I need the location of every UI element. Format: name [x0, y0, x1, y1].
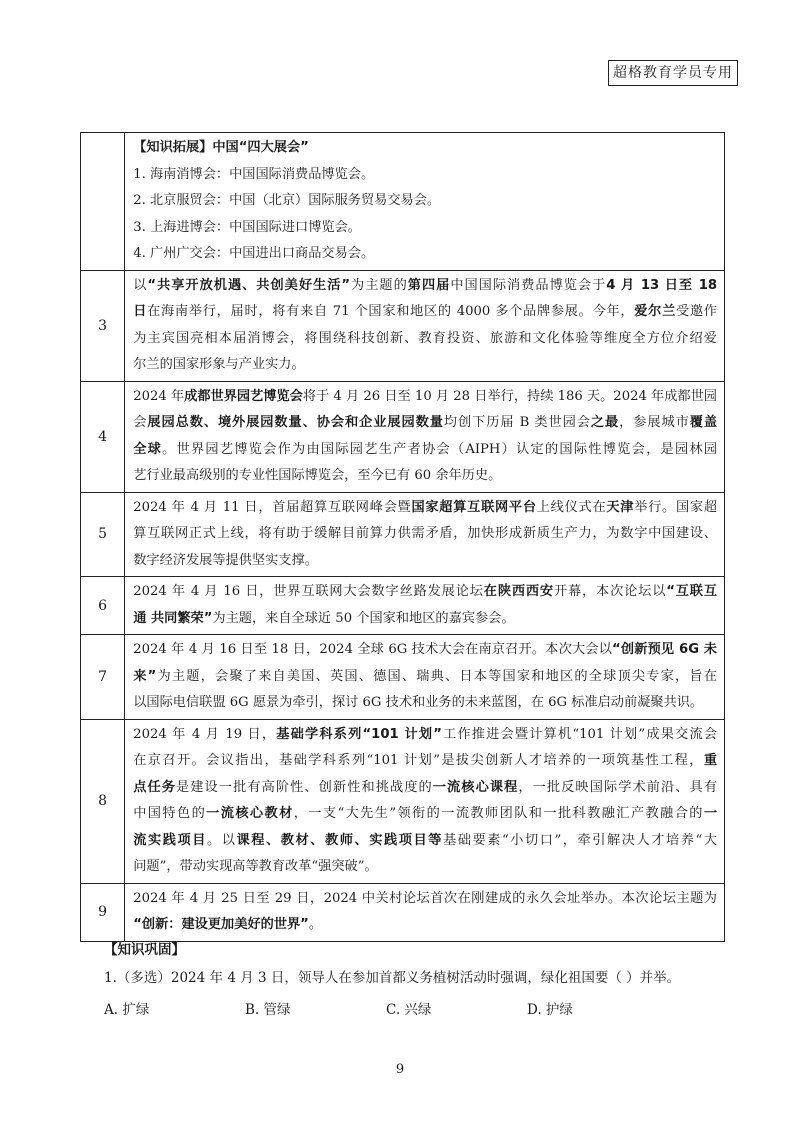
- text-line: [133, 854, 717, 881]
- extension-item: 1. 海南消博会：中国国际消费品博览会。: [133, 166, 375, 182]
- body-text: 中国特色的: [133, 806, 207, 821]
- body-text: 尔兰的国家形象与产业实力。: [133, 357, 305, 372]
- row-number: 6: [81, 577, 125, 635]
- body-text: 会: [133, 415, 148, 430]
- news-text: [125, 577, 725, 635]
- table-row: [81, 381, 725, 492]
- emphasis-text: 天津: [606, 499, 635, 515]
- table-row: [81, 635, 725, 720]
- table-row: [81, 719, 725, 883]
- text-line: [133, 775, 717, 802]
- body-text: 中国国际消费品博览会于: [450, 277, 607, 293]
- body-text: 均创下历届 B 类世园会: [443, 415, 591, 430]
- question-text: 1.（多选）2024 年 4 月 3 日，领导人在参加首都义务植树活动时强调，绿化祖国要（ ）并举。: [104, 970, 681, 986]
- emphasis-text: 流实践项目: [133, 832, 207, 848]
- extension-item: 3. 上海进博会：中国国际进口博览会。: [133, 219, 361, 235]
- body-text: 问题”，带动实现高等教育改革“强突破”。: [133, 859, 378, 874]
- emphasis-text: 通 共同繁荣”: [133, 610, 213, 626]
- emphasis-text: “互联互: [666, 584, 717, 599]
- consolidation-title: 【知识巩固】: [104, 942, 185, 958]
- row-number: 5: [81, 492, 125, 577]
- text-line: [133, 273, 717, 300]
- text-line: [133, 886, 717, 913]
- body-text: 2024 年 4 月 19 日，: [133, 726, 277, 742]
- body-text: ，一批反映国际学术前沿、具有: [518, 779, 717, 795]
- emphasis-text: 覆盖: [689, 415, 717, 430]
- text-line: [133, 748, 717, 775]
- row-number: 7: [81, 635, 125, 720]
- emphasis-text: 点任务: [133, 779, 177, 795]
- emphasis-text: 成都世界园艺博览会: [184, 388, 303, 404]
- row-number-empty: [81, 133, 125, 271]
- emphasis-text: 之最: [590, 415, 620, 430]
- news-text: [125, 883, 725, 941]
- text-line: [133, 352, 717, 379]
- extension-item: 2. 北京服贸会：中国（北京）国际服务贸易交易会。: [133, 193, 441, 208]
- body-text: 数字经济发展等提供坚实支撑。: [133, 552, 318, 568]
- body-text: 在京召开。会议指出，基础学科系列“101 计划”是拔尖创新人才培养的一项筑基性工程，: [133, 753, 704, 768]
- body-text: 。世界园艺博览会作为由国际园艺生产者协会（AIPH）认定的国际性博览会，是园林园: [162, 441, 717, 457]
- body-text: 以国际电信联盟 6G 愿景为牵引，探讨 6G 技术和业务的未来蓝图，在 6G 标准启动前凝聚共识。: [133, 695, 704, 710]
- news-text: [125, 492, 725, 577]
- news-text: [125, 381, 725, 492]
- news-table: [80, 132, 725, 942]
- body-text: 工作推进会暨计算机“101 计划”成果交流会: [441, 726, 717, 742]
- option-d[interactable]: D. 护绿: [527, 1002, 573, 1018]
- body-text: 为主宾国亮相本届消博会，将围绕科技创新、教育投资、旅游和文化体验等维度全方位介绍爱: [133, 330, 717, 346]
- row-number: 3: [81, 270, 125, 381]
- header-tag: 超格教育学员专用: [608, 60, 738, 86]
- emphasis-text: “创新预见 6G 未: [612, 642, 717, 657]
- body-text: ，一支“大先生”领衔的一流教师团队和一批科教融汇产教融合的: [293, 806, 704, 821]
- body-text: 2024 年 4 月 16 日，世界互联网大会数字丝路发展论坛: [133, 584, 484, 599]
- body-text: 2024 年 4 月 25 日至 29 日，2024 中关村论坛首次在刚建成的永久会址举办。本次论坛主题为: [133, 890, 717, 906]
- text-line: [133, 548, 717, 575]
- text-line: [133, 637, 717, 664]
- body-text: 以: [133, 277, 148, 293]
- body-text: 为主题的: [350, 277, 408, 293]
- body-text: ，参展城市: [619, 415, 690, 430]
- emphasis-text: 日: [133, 304, 148, 319]
- text-line: [133, 437, 717, 464]
- row-number: 4: [81, 381, 125, 492]
- body-text: 基础要素“小切口”，牵引解决人才培养“大: [442, 832, 717, 848]
- text-line: [133, 410, 717, 437]
- emphasis-text: 展园总数、境外展园数量、协会和企业展园数量: [147, 415, 444, 430]
- body-text: 为主题，会聚了来自美国、英国、德国、瑞典、日本等国家和地区的全球顶尖专家，旨在: [156, 668, 717, 684]
- body-text: 2024 年 4 月 16 日至 18 日，2024 全球 6G 技术大会在南京召开。本次大会以: [133, 642, 613, 657]
- body-text: 是建设一批有高阶性、创新性和挑战度的: [176, 779, 433, 795]
- news-text: [125, 270, 725, 381]
- text-line: [133, 495, 717, 522]
- table-row: [81, 270, 725, 381]
- table-row-extension: [81, 133, 725, 271]
- news-rows: [81, 270, 725, 941]
- body-text: 为主题，来自全球近 50 个国家和地区的嘉宾参会。: [212, 610, 515, 626]
- extension-label: 【知识拓展】: [133, 140, 213, 155]
- option-c[interactable]: C. 兴绿: [386, 1002, 432, 1018]
- body-text: 受邀作: [676, 304, 717, 319]
- table-row: [81, 883, 725, 941]
- emphasis-text: 重: [703, 753, 717, 768]
- emphasis-text: “共享开放机遇、共创美好生活”: [147, 277, 351, 293]
- emphasis-text: “创新：建设更加美好的世界”: [133, 917, 309, 932]
- text-line: [133, 299, 717, 326]
- page-number: 9: [395, 1062, 405, 1077]
- body-text: 将于 4 月 26 日至 10 月 28 日举行，持续 186 天。2024 年成都世园: [302, 388, 717, 404]
- body-text: 在海南举行，届时，将有来自 71 个国家和地区的 4000 多个品牌参展。今年，: [147, 304, 635, 319]
- body-text: 举行。国家超: [634, 499, 717, 515]
- news-text: [125, 635, 725, 720]
- body-text: 开幕，本次论坛以: [553, 584, 667, 599]
- text-line: [133, 384, 717, 411]
- emphasis-text: 全球: [133, 441, 163, 457]
- option-b[interactable]: B. 管绿: [245, 1002, 291, 1018]
- emphasis-text: 爱尔兰: [634, 304, 676, 319]
- body-text: 。以: [206, 832, 237, 848]
- option-a[interactable]: A. 扩绿: [104, 1002, 150, 1018]
- body-text: 。: [308, 917, 322, 932]
- emphasis-text: 来”: [133, 668, 157, 684]
- knowledge-extension: [125, 133, 725, 271]
- body-text: 2024 年 4 月 11 日，首届超算互联网峰会暨: [133, 499, 412, 515]
- body-text: 艺行业最高级别的专业性国际博览会，至今已有 60 余年历史。: [133, 468, 502, 483]
- emphasis-text: 课程、教材、教师、实践项目等: [236, 832, 443, 848]
- text-line: [133, 463, 717, 490]
- text-line: [133, 912, 717, 939]
- row-number: 9: [81, 883, 125, 941]
- text-line: [133, 579, 717, 606]
- body-text: 2024 年: [133, 388, 185, 404]
- extension-item: 4. 广州广交会：中国进出口商品交易会。: [133, 246, 375, 261]
- text-line: [133, 521, 717, 548]
- text-line: [133, 722, 717, 749]
- text-line: [133, 326, 717, 353]
- text-line: [133, 664, 717, 691]
- table-row: [81, 577, 725, 635]
- emphasis-text: 一流核心课程: [432, 779, 519, 795]
- row-number: 8: [81, 719, 125, 883]
- news-text: [125, 719, 725, 883]
- emphasis-text: 国家超算互联网平台: [411, 499, 537, 515]
- emphasis-text: 在陕西西安: [483, 584, 554, 599]
- text-line: [133, 606, 717, 633]
- body-text: 上线仪式在: [536, 499, 607, 515]
- emphasis-text: 一: [703, 806, 717, 821]
- text-line: [133, 690, 717, 717]
- text-line: [133, 828, 717, 855]
- text-line: [133, 801, 717, 828]
- extension-title: 中国“四大展会”: [212, 140, 309, 155]
- emphasis-text: 一流核心教材: [206, 806, 294, 821]
- table-row: [81, 492, 725, 577]
- body-text: 算互联网正式上线，将有助于缓解目前算力供需矛盾，加快形成新质生产力，为数字中国建设、: [133, 526, 717, 541]
- emphasis-text: 第四届: [407, 277, 451, 293]
- emphasis-text: 4 月 13 日至 18: [606, 277, 717, 293]
- emphasis-text: 基础学科系列“101 计划”: [276, 726, 442, 742]
